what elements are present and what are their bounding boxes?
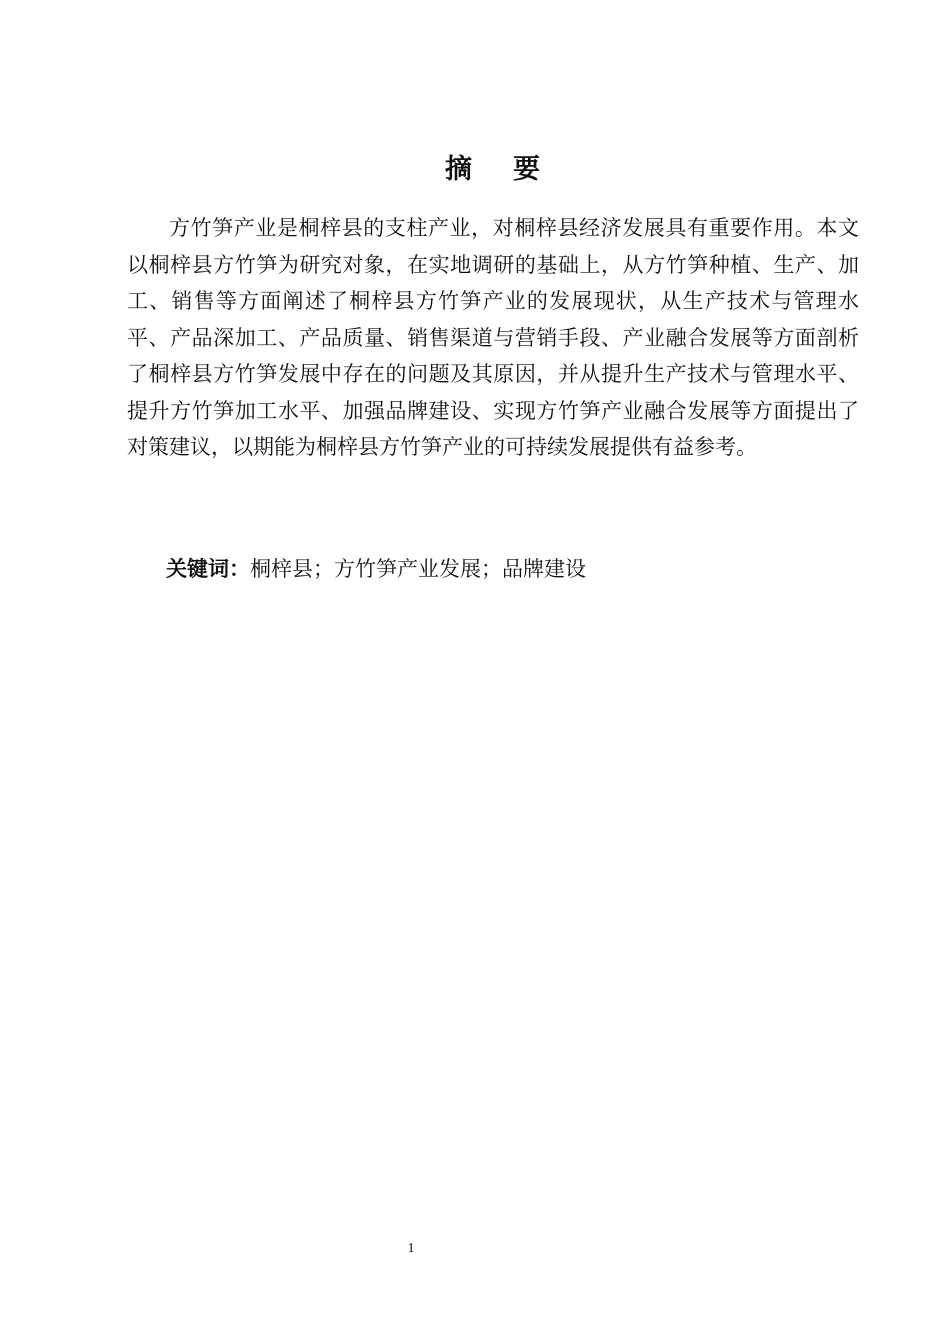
page-number: 1 xyxy=(407,1241,415,1256)
title-char-2: 要 xyxy=(513,154,541,185)
keywords-line xyxy=(166,551,586,587)
keywords-value: 桐梓县；方竹笋产业发展；品牌建设 xyxy=(250,557,586,581)
title-char-1: 摘 xyxy=(445,154,473,185)
keywords-label: 关键词： xyxy=(166,557,250,581)
page-title xyxy=(0,150,950,190)
abstract-paragraph: 方竹笋产业是桐梓县的支柱产业，对桐梓县经济发展具有重要作用。本文以桐梓县方竹笋为研究对象，在实地调研的基础上，从方竹笋种植、生产、加工、销售等方面阐述了桐梓县方竹笋产业的发展现状，从生产技术与管理水平、产品深加工、产品质量、销售渠道与营销手段、产业融合发展等方面剖析了桐梓县方竹笋发展中存在的问题及其原因，并从提升生产技术与管理水平、提升方竹笋加工水平、加强品牌建设、实现方竹笋产业融合发展等方面提出了对策建议，以期能为桐梓县方竹笋产业的可持续发展提供有益参考。 xyxy=(127,216,859,459)
